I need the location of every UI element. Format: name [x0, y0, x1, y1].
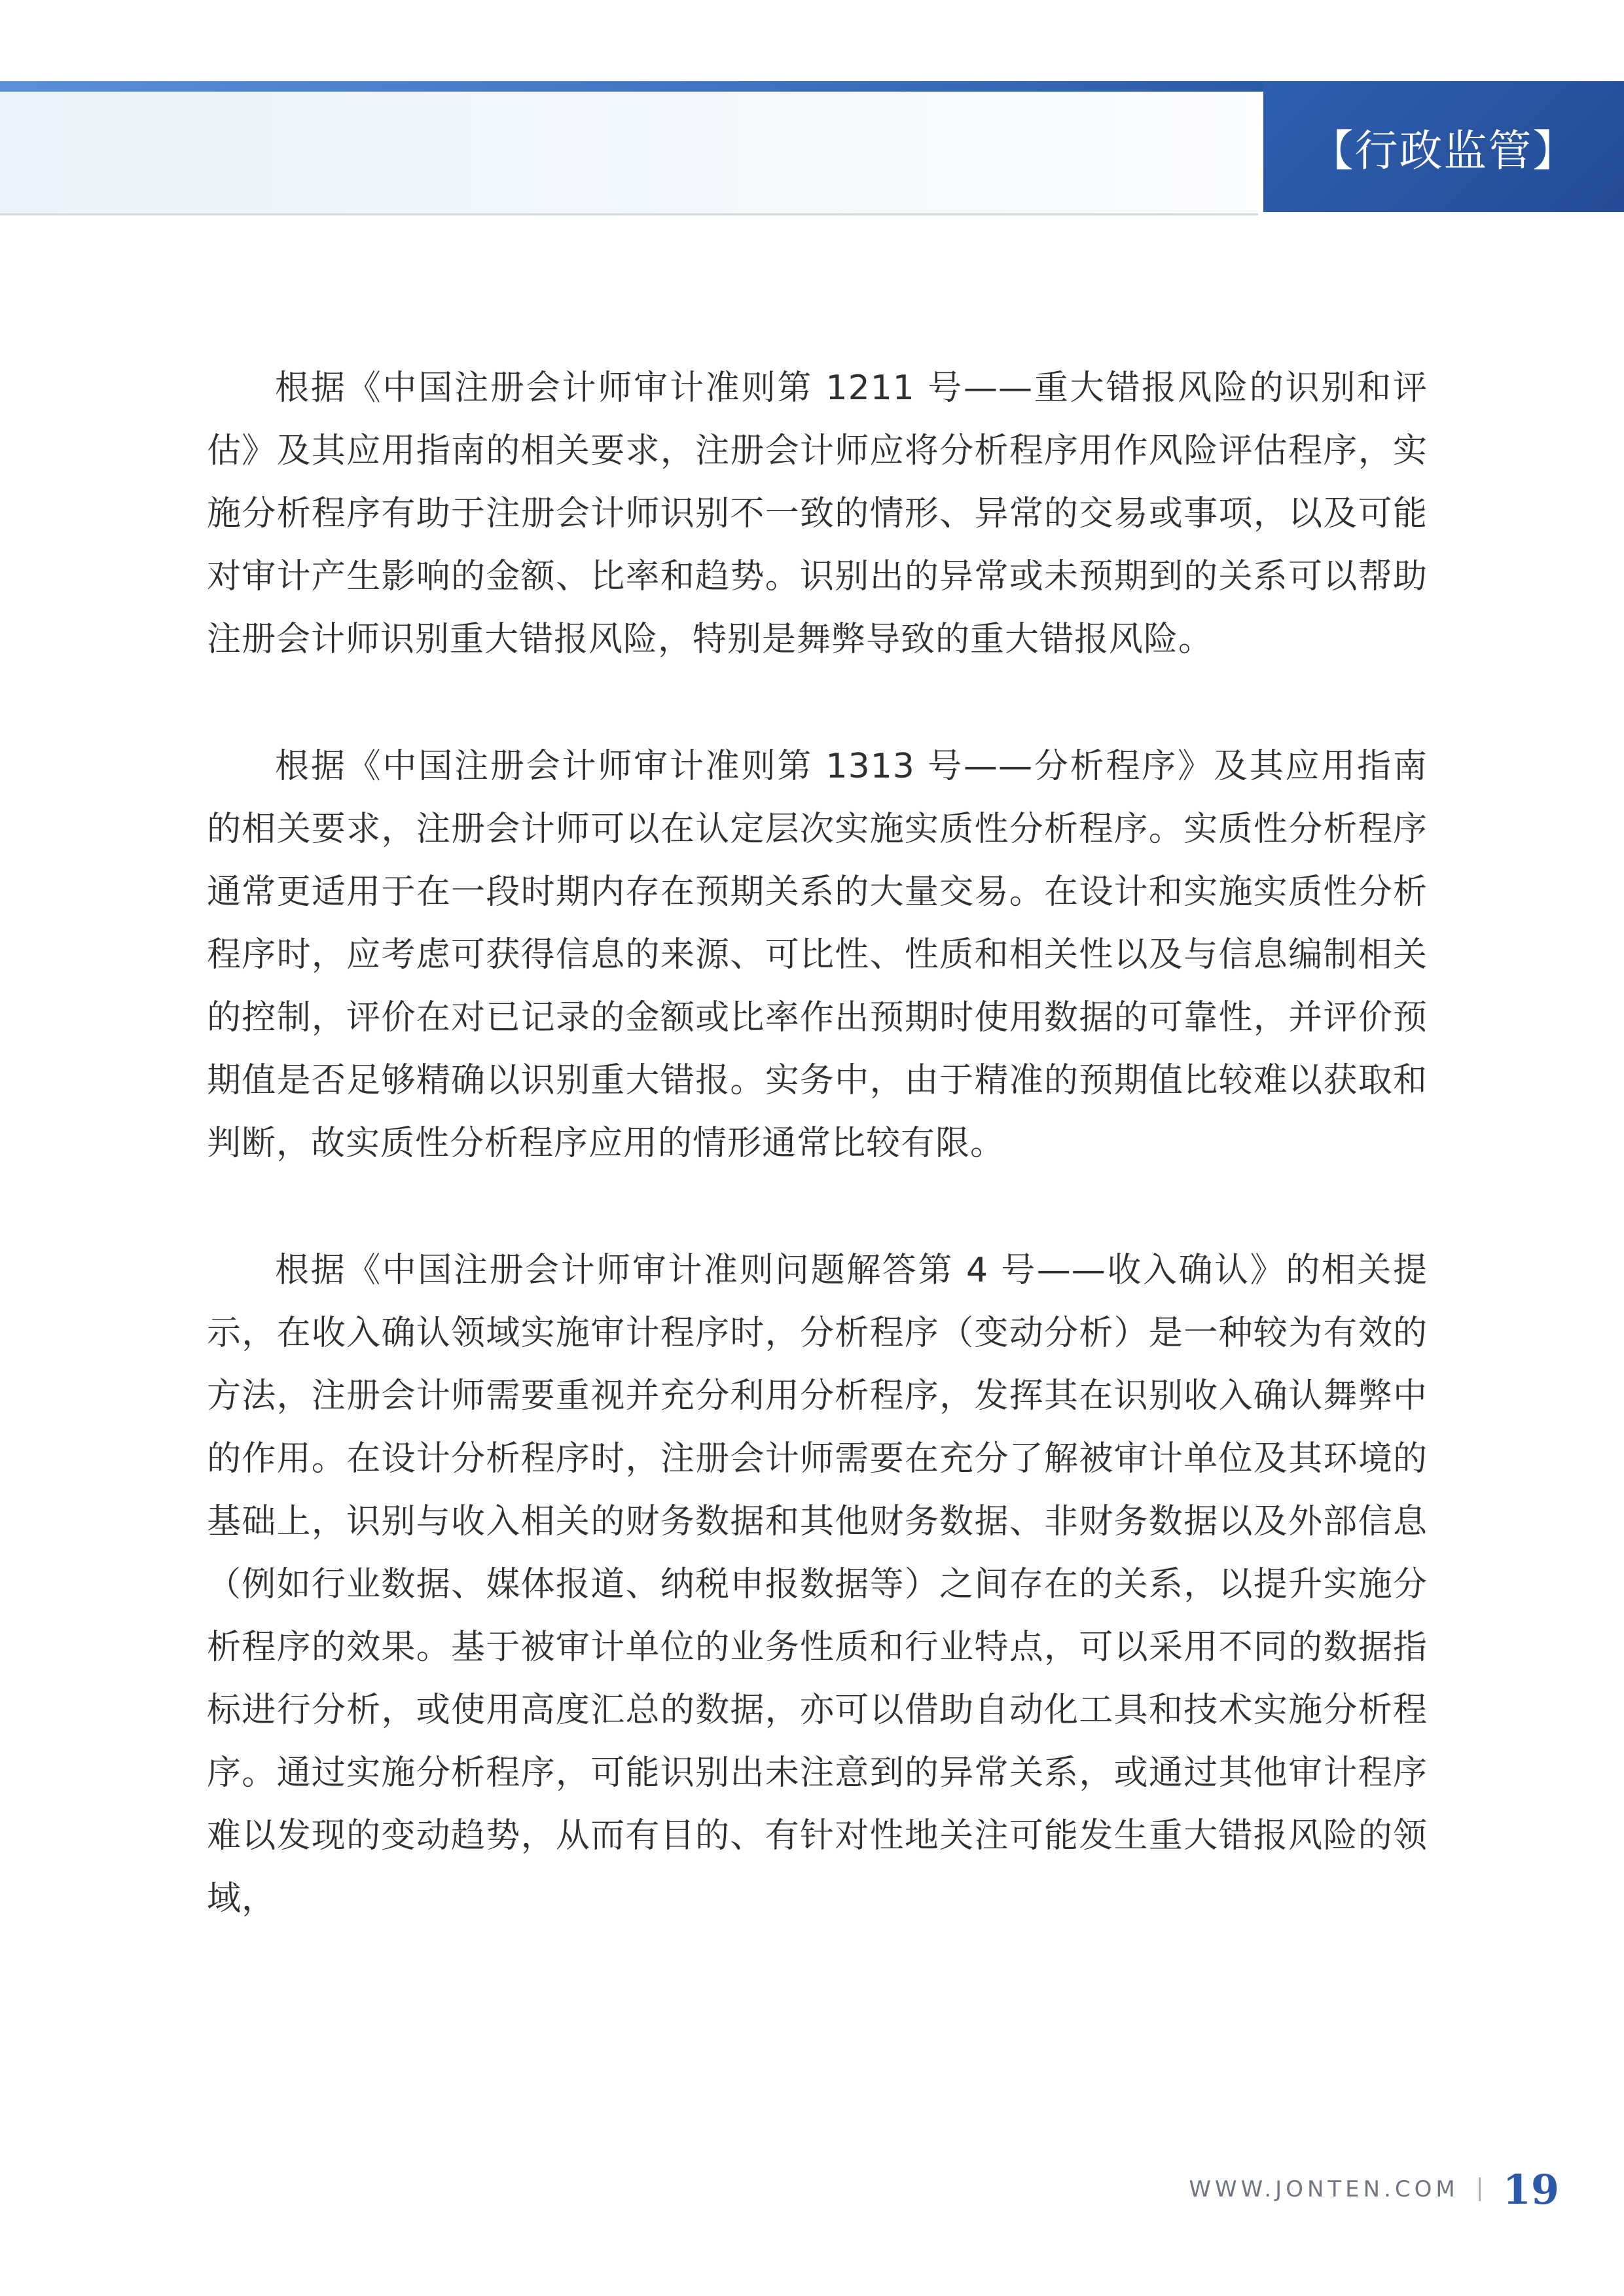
- section-tab: [1263, 81, 1624, 212]
- paragraph-2: 根据《中国注册会计师审计准则第 1313 号——分析程序》及其应用指南的相关要求，注册会计师可以在认定层次实施实质性分析程序。实质性分析程序通常更适用于在一段时期内存在预期关系的大量交易。在设计和实施实质性分析程序时，应考虑可获得信息的来源、可比性、性质和相关性以及与信息编制相关的控制，评价在对已记录的金额或比率作出预期时使用数据的可靠性，并评价预期值是否足够精确以识别重大错报。实务中，由于精准的预期值比较难以获取和判断，故实质性分析程序应用的情形通常比较有限。: [207, 747, 1428, 1163]
- article-body: [207, 357, 1428, 1994]
- section-label: 【行政监管】: [1310, 125, 1578, 176]
- page-number: 19: [1502, 2165, 1559, 2214]
- website-link[interactable]: WWW.JONTEN.COM: [1189, 2176, 1459, 2202]
- paragraph-1: 根据《中国注册会计师审计准则第 1211 号——重大错报风险的识别和评估》及其应用指南的相关要求，注册会计师应将分析程序用作风险评估程序，实施分析程序有助于注册会计师识别不一致的情形、异常的交易或事项，以及可能对审计产生影响的金额、比率和趋势。识别出的异常或未预期到的关系可以帮助注册会计师识别重大错报风险，特别是舞弊导致的重大错报风险。: [207, 368, 1428, 659]
- page-footer: [1189, 2160, 1559, 2219]
- paragraph-3: 根据《中国注册会计师审计准则问题解答第 4 号——收入确认》的相关提示，在收入确认领域实施审计程序时，分析程序（变动分析）是一种较为有效的方法，注册会计师需要重视并充分利用分析程序，发挥其在识别收入确认舞弊中的作用。在设计分析程序时，注册会计师需要在充分了解被审计单位及其环境的基础上，识别与收入相关的财务数据和其他财务数据、非财务数据以及外部信息（例如行业数据、媒体报道、纳税申报数据等）之间存在的关系，以提升实施分析程序的效果。基于被审计单位的业务性质和行业特点，可以采用不同的数据指标进行分析，或使用高度汇总的数据，亦可以借助自动化工具和技术实施分析程序。通过实施分析程序，可能识别出未注意到的异常关系，或通过其他审计程序难以发现的变动趋势，从而有目的、有针对性地关注可能发生重大错报风险的领域，: [207, 1251, 1428, 1918]
- header-accent-line: [0, 81, 1263, 92]
- footer-divider: [1479, 2178, 1481, 2201]
- header-band: [0, 92, 1258, 215]
